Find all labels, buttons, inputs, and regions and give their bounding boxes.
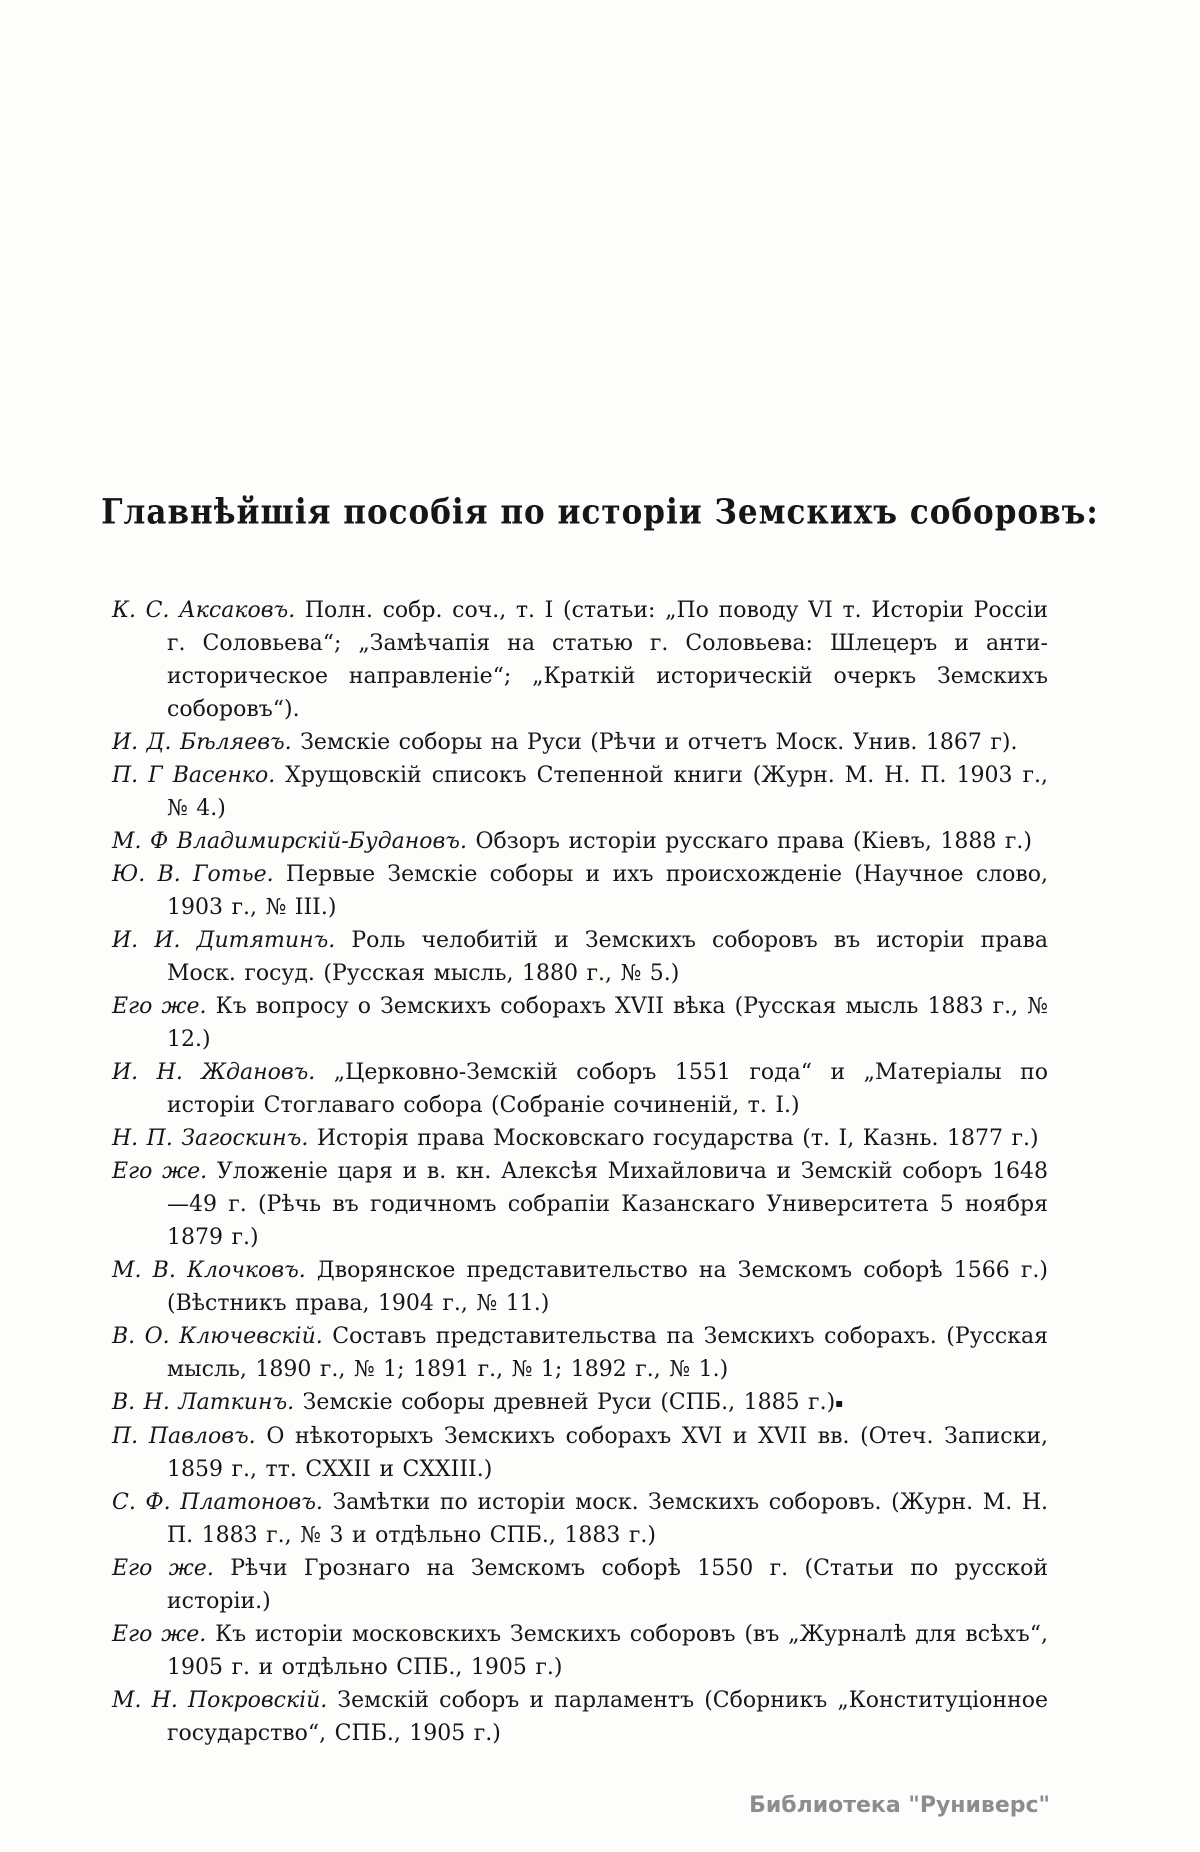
bibliography-entry [112, 990, 1048, 1056]
entry-author: С. Ф. Платоновъ. [112, 1490, 323, 1515]
entry-text: Обзоръ исторіи русскаго права (Кіевъ, 1888 г.) [475, 829, 1033, 854]
entry-text: Составъ представительства па Земскихъ соборахъ. (Русская мысль, 1890 г., № 1; 1891 г., № 1; 1892 г., № 1.) [167, 1324, 1048, 1382]
entry-author: К. С. Аксаковъ. [112, 598, 296, 623]
entry-author: П. Павловъ. [112, 1424, 256, 1449]
bibliography-entry [112, 1155, 1048, 1254]
entry-author: И. И. Дитятинъ. [112, 928, 336, 953]
bibliography-entry [112, 1486, 1048, 1552]
bibliography-entry [112, 1056, 1048, 1122]
bibliography-entry [112, 825, 1048, 858]
entry-author: П. Г Васенко. [112, 763, 276, 788]
entry-text: Рѣчи Грознаго на Земскомъ соборѣ 1550 г. (Статьи по русской исторіи.) [167, 1556, 1048, 1614]
bibliography-entry [112, 858, 1048, 924]
bibliography-entry [112, 1684, 1048, 1750]
entry-author: И. Н. Ждановъ. [112, 1060, 316, 1085]
bibliography-entry [112, 1254, 1048, 1320]
entry-text: О нѣкоторыхъ Земскихъ соборахъ XVI и XVII вв. (Отеч. Записки, 1859 г., тт. CXXII и CXXIII.) [167, 1424, 1048, 1482]
entry-author: Его же. [112, 1556, 214, 1581]
bibliography-entry [112, 1552, 1048, 1618]
entry-author: М. Н. Покровскій. [112, 1688, 328, 1713]
entry-author: Его же. [112, 994, 207, 1019]
entry-text: Къ вопросу о Земскихъ соборахъ XVII вѣка (Русская мысль 1883 г., № 12.) [167, 994, 1049, 1052]
entry-text: Земскій соборъ и парламентъ (Сборникъ „Конституціонное государство“, СПБ., 1905 г.) [167, 1688, 1049, 1746]
entry-text: Роль челобитій и Земскихъ соборовъ въ исторіи права Моск. госуд. (Русская мысль, 1880 г., № 5.) [167, 928, 1048, 986]
bibliography-entry [112, 1122, 1048, 1155]
entry-author: Ю. В. Готье. [112, 862, 274, 887]
entry-author: Н. П. Загоскинъ. [112, 1126, 309, 1151]
entry-author: И. Д. Бѣляевъ. [112, 730, 292, 755]
library-watermark: Библиотека "Руниверс" [749, 1793, 1050, 1818]
bibliography-entry [112, 1320, 1048, 1386]
entry-author: Его же. [112, 1159, 208, 1184]
entry-text: Исторія права Московскаго государства (т. I, Казнь. 1877 г.) [316, 1126, 1039, 1151]
entry-text: Уложеніе царя и в. кн. Алексѣя Михайловича и Земскій соборъ 1648—49 г. (Рѣчь въ годичномъ собрапіи Казанскаго Университета 5 ноября 1879 г.) [167, 1159, 1049, 1250]
entry-author: М. Ф Владимирскій-Будановъ. [112, 829, 467, 854]
entry-text: Первые Земскіе соборы и ихъ происхожденіе (Научное слово, 1903 г., № III.) [167, 862, 1048, 920]
entry-text: Дворянское представительство на Земскомъ соборѣ 1566 г.) (Вѣстникъ права, 1904 г., № 11.) [167, 1258, 1048, 1316]
bibliography-entry [112, 1420, 1048, 1486]
entry-author: В. Н. Латкинъ. [112, 1390, 295, 1415]
bibliography-entry [112, 1386, 1048, 1420]
entry-text: Замѣтки по исторіи моск. Земскихъ соборовъ. (Журн. М. Н. П. 1883 г., № 3 и отдѣльно СПБ., 1883 г.) [167, 1490, 1048, 1548]
entry-text: Земскіе соборы на Руси (Рѣчи и отчетъ Моск. Унив. 1867 г). [300, 730, 1018, 755]
entry-author: Его же. [112, 1622, 207, 1647]
bibliography-entry [112, 759, 1048, 825]
bibliography-entry [112, 726, 1048, 759]
bibliography-list [112, 594, 1048, 1750]
bibliography-entry [112, 924, 1048, 990]
entry-text: Полн. собр. соч., т. I (статьи: „По поводу VI т. Исторіи Россіи г. Соловьева“; „Замѣчапія на статью г. Соловьева: Шлецеръ и анти-историческое направленіе“; „Краткій историческій очеркъ Земскихъ соборовъ“). [167, 598, 1048, 722]
ink-smudge: ▪ [835, 1396, 844, 1410]
entry-author: М. В. Клочковъ. [112, 1258, 306, 1283]
entry-text: Хрущовскій списокъ Степенной книги (Журн. М. Н. П. 1903 г., № 4.) [167, 763, 1048, 821]
entry-text: „Церковно-Земскій соборъ 1551 года“ и „Матеріалы по исторіи Стоглаваго собора (Собраніе сочиненій, т. I.) [167, 1060, 1048, 1118]
entry-author: В. О. Ключевскій. [112, 1324, 323, 1349]
bibliography-entry [112, 594, 1048, 726]
page-title: Главнѣйшія пособія по исторіи Земскихъ соборовъ: [101, 492, 1099, 533]
bibliography-entry [112, 1618, 1048, 1684]
entry-text: Земскіе соборы древней Руси (СПБ., 1885 г.) [302, 1390, 836, 1415]
entry-text: Къ исторіи московскихъ Земскихъ соборовъ (въ „Журналѣ для всѣхъ“, 1905 г. и отдѣльно СПБ., 1905 г.) [167, 1622, 1049, 1680]
